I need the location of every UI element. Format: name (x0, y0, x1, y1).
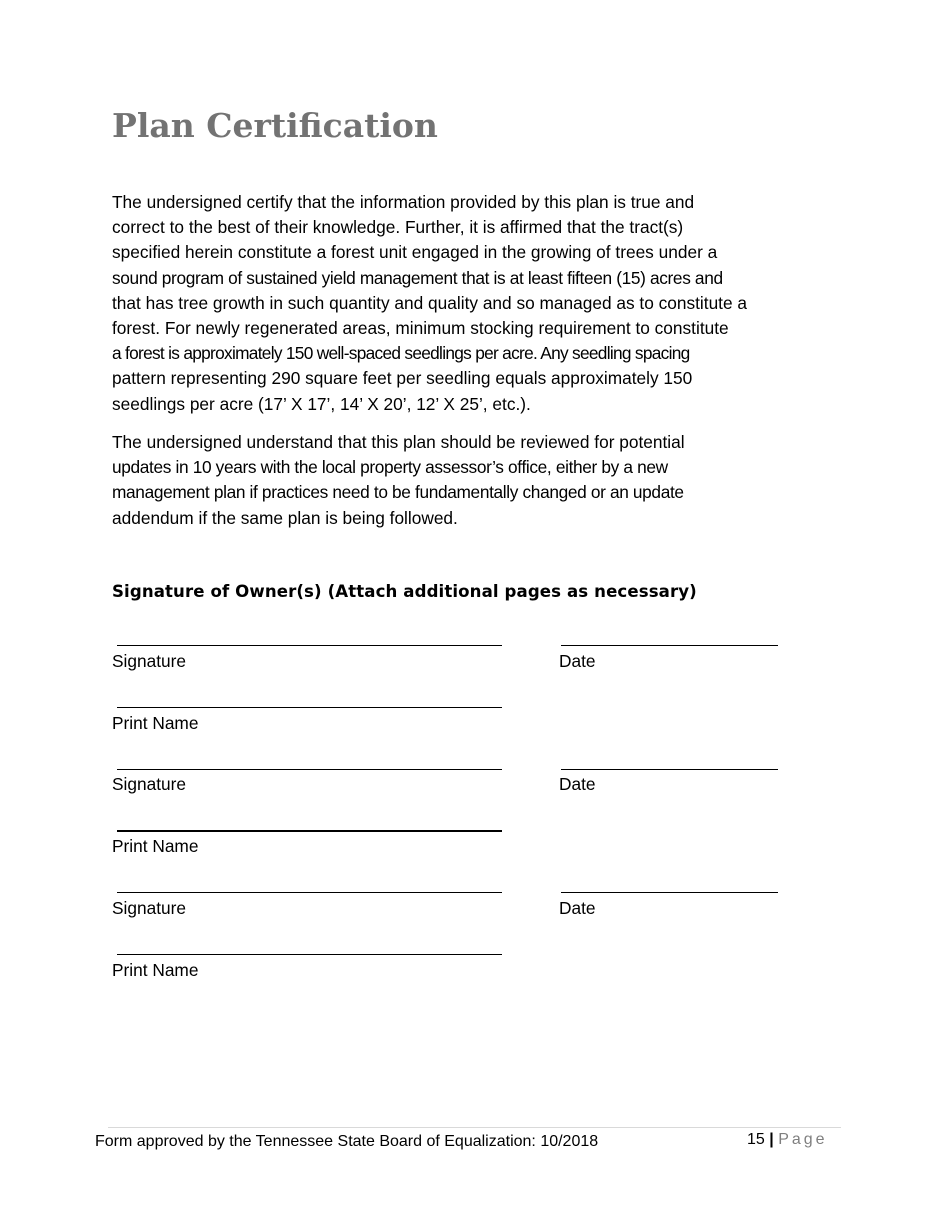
paragraph-line: The undersigned understand that this plan should be reviewed for potential (112, 432, 685, 452)
footer-note: Form approved by the Tennessee State Board of Equalization: 10/2018 (95, 1133, 599, 1150)
paragraph-line: a forest is approximately 150 well-spaced seedlings per acre. Any seedling spacing (112, 343, 690, 364)
signature-label: Signature (112, 651, 186, 671)
paragraph-line: forest. For newly regenerated areas, minimum stocking requirement to constitute (112, 318, 729, 339)
page-number-value: 15 (747, 1131, 765, 1148)
print-name-label: Print Name (112, 713, 199, 733)
signature-section-heading: Signature of Owner(s) (Attach additional pages as necessary) (112, 582, 697, 601)
page-title: Plan Certification (112, 106, 438, 145)
signature-label: Signature (112, 898, 186, 918)
review-paragraph (112, 430, 842, 531)
signature-line-1[interactable] (117, 645, 502, 646)
signature-line-3[interactable] (117, 892, 502, 893)
signature-label: Signature (112, 774, 186, 794)
print-name-line-3[interactable] (117, 954, 502, 955)
date-line-2[interactable] (561, 769, 778, 770)
print-name-line-1[interactable] (117, 707, 502, 708)
date-line-3[interactable] (561, 892, 778, 893)
paragraph-line: correct to the best of their knowledge. Further, it is affirmed that the tract(s) (112, 217, 684, 238)
paragraph-line: sound program of sustained yield management that is at least fifteen (15) acres and (112, 267, 723, 288)
print-name-line-2[interactable] (117, 830, 502, 832)
certification-paragraph (112, 190, 842, 417)
paragraph-line: specified herein constitute a forest unit engaged in the growing of trees under a (112, 242, 718, 263)
paragraph-line: pattern representing 290 square feet per seedling equals approximately 150 (112, 368, 693, 389)
date-line-1[interactable] (561, 645, 778, 646)
paragraph-line: that has tree growth in such quantity and quality and so managed as to constitute a (112, 292, 748, 313)
print-name-label: Print Name (112, 836, 199, 856)
paragraph-line: updates in 10 years with the local property assessor’s office, either by a new (112, 457, 668, 478)
date-label: Date (559, 774, 596, 794)
paragraph-line: addendum if the same plan is being followed. (112, 507, 458, 528)
signature-line-2[interactable] (117, 769, 502, 770)
paragraph-line: management plan if practices need to be fundamentally changed or an update (112, 482, 684, 503)
page-number (747, 1131, 828, 1149)
print-name-label: Print Name (112, 960, 199, 980)
paragraph-line: The undersigned certify that the information provided by this plan is true and (112, 192, 695, 212)
date-label: Date (559, 651, 596, 671)
page-number-separator: | (769, 1131, 774, 1148)
date-label: Date (559, 898, 596, 918)
page-word: Page (778, 1131, 828, 1148)
footer-divider (108, 1127, 841, 1128)
paragraph-line: seedlings per acre (17’ X 17’, 14’ X 20’, 12’ X 25’, etc.). (112, 393, 531, 414)
